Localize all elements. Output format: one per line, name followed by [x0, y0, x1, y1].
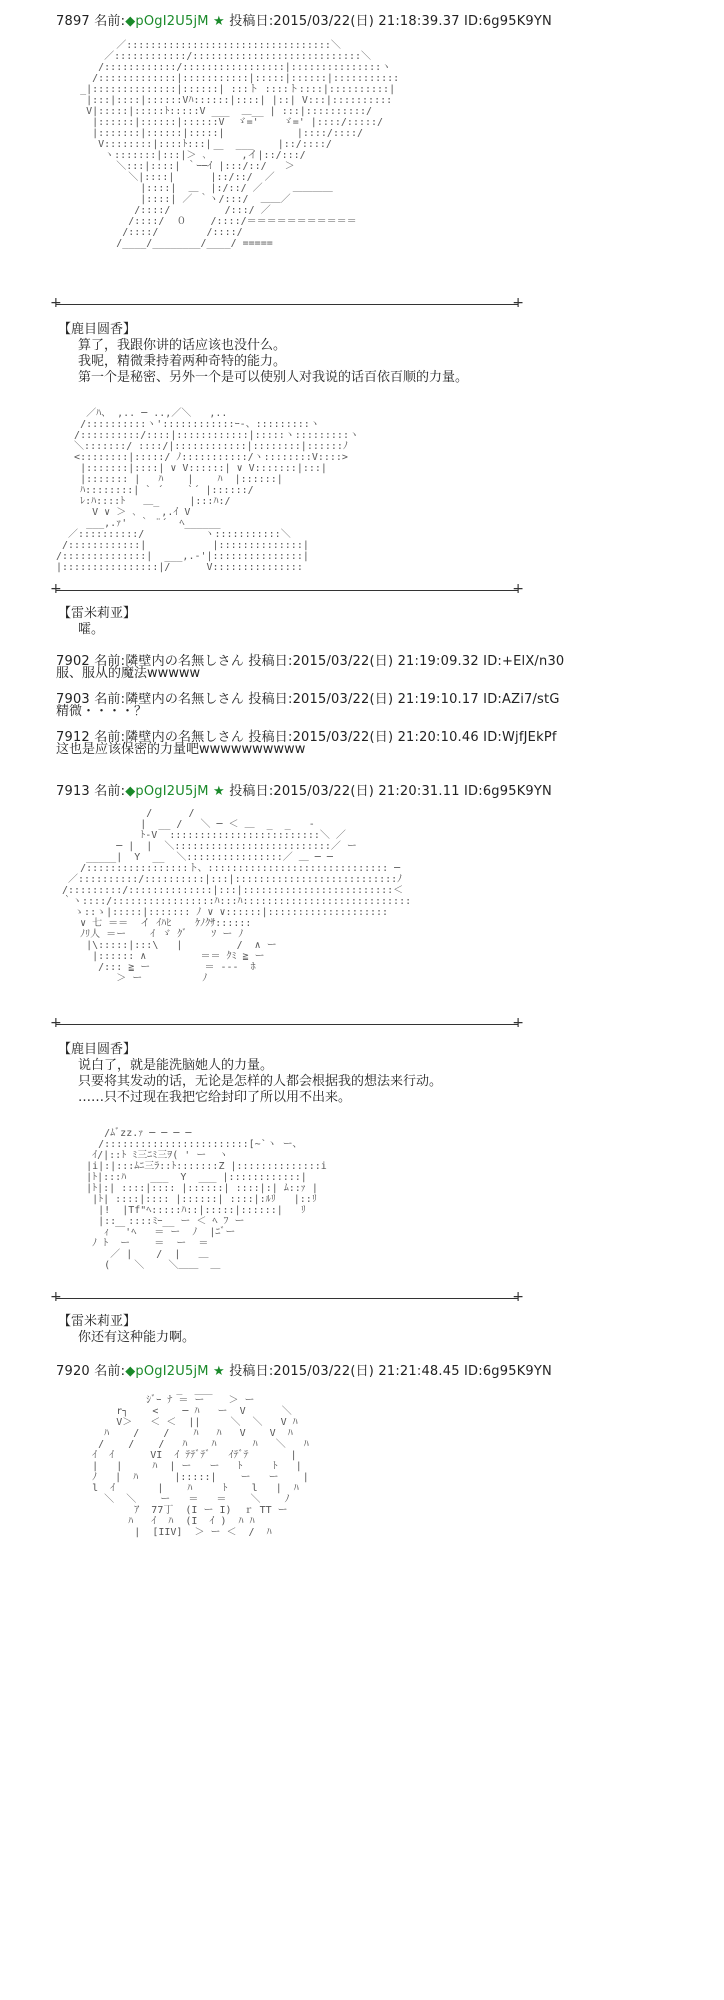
post-number: 7913 — [56, 784, 90, 799]
post-number: 7902 — [56, 654, 90, 669]
star-icon: ★ — [213, 14, 225, 29]
post-body: 这也是应该保密的力量吧wwwwwwwwww — [56, 742, 306, 757]
ascii-art-remilia-1: ／ﾊ、 ,.. ─ ..,／＼ ,.. /::::::::::ヽ'::::::::::::ｰ-、:::::::::ヽ /::::::::::/::::|::::::::::::|:::::ヽ:::::::::ヽ ＼:::::::/ ::::/|::::::::::::|::::::::|::::::ﾉ <::::::::|:::::/ ﾉ:::::::::::/ヽ::::::::V::::> |:::::::|::::| ∨ V::::::| ∨ V:::::::|:::| |::::::: | ﾊ | ﾊ |::::::| ﾊ::::::::| ` ´ `´ |::::::/ ﾚ:ﾊ::::ﾄ ＿_ |:::ﾊ:/ V ∨ ＞ ､ ,.ｲ V ___,.ｧ' ｀ ¨´ ﾍ______ ／::::::::::/ ヽ:::::::::::＼ /::::::::::::| |::::::::::::::| /::::::::::::::| ___,.-'|:::::::::::::::| |::::::::::::::::|/ V::::::::::::::: — [56, 408, 359, 573]
poster-id[interactable]: ID:6g95K9YN — [464, 784, 552, 799]
section-divider — [56, 1024, 518, 1025]
post-number: 7903 — [56, 692, 90, 707]
poster-id[interactable]: ID:6g95K9YN — [464, 14, 552, 29]
name-label: 名前: — [94, 692, 126, 707]
date-label: 投稿日: — [248, 654, 293, 669]
poster-id[interactable]: ID:WjfJEkPf — [483, 730, 557, 745]
poster-name: 隣壁内の名無しさん — [125, 654, 245, 669]
section-divider — [56, 1298, 518, 1299]
post-date: 2015/03/22(日) 21:19:10.17 — [292, 692, 479, 707]
dialogue-line: 嚯。 — [78, 622, 105, 637]
poster-id[interactable]: ID:AZi7/stG — [483, 692, 560, 707]
section-divider — [56, 304, 518, 305]
post-header-7913 — [56, 780, 552, 799]
dialogue-line: 我呢，精微秉持着两种奇特的能力。 — [78, 354, 287, 369]
poster-trip[interactable]: ◆pOgI2U5jM — [125, 1364, 209, 1379]
poster-id[interactable]: ID:+ElX/n30 — [483, 654, 565, 669]
post-number: 7920 — [56, 1364, 90, 1379]
name-label: 名前: — [94, 1364, 126, 1379]
speaker-name: 【雷米莉亚】 — [58, 606, 137, 621]
star-icon: ★ — [213, 784, 225, 799]
ascii-art-madoka-2: / / | __ / ＼ ─ ＜ ＿ _ _ - ﾄ-V :::::::::::::::::::::::::＼ ／ ─ | | ＼::::::::::::::::::::::::::／ ー _____| Y __ ＼::::::::::::::::／ ＿ ─ ─ /:::::::::::::::::ト、:::::::::::::::::::::::::::::: ─ ／::::::::::/::::::::::|:::|:::::::::::::::::::::::::::ﾉ /:::::::::/::::::::::::::|:::|:::::::::::::::::::::::::＜ ｀ヽ::::/:::::::::::::::::ﾊ:::ﾊ:::::::::::::::::::::::::::: ゝ::ゝ|:::::|::::::: ﾉ ∨ ∨::::::|:::::::::::::::::::: ∨ 七 ＝＝ イ ｲﾊﾋ ｹﾉｸｻ:::::: ﾉﾘ人 ＝ー ｲ ゞ ｸﾞ ｿ ー ﾉ |\:::::|:::\ | / ∧ ー |:::::: ∧ ＝＝ ｸﾐ ≧ ー /::: ≧ ー ＝ ‐‐‐ ﾎ ＞ ー ﾉ — [62, 808, 412, 984]
dialogue-line: 说白了，就是能洗脑她人的力量。 — [78, 1058, 274, 1073]
post-date: 2015/03/22(日) 21:19:09.32 — [292, 654, 479, 669]
ascii-art-madoka-1: ／::::::::::::::::::::::::::::::::::＼ ／::::::::::::/::::::::::::::::::::::::::::＼ /::::::::::::/:::::::::::::::::|:::::::::::::::ヽ /:::::::::::::|:::::::::::|:::::|::::::|::::::::::: _|::::::::::::::|::::::| :::ト ::::ト::::|::::::::::| |:::|::::|::::::Vﾊ::::::|::::| |::| V:::|:::::::::: V|:::::|:::::ﾄ:::::V ___ ＿__ | :::|::::::::::/ |::::::|::::::|::::::V ゞ=' ゞ=' |::::/:::::/ |:::::::|::::::|:::::| |::::/::::/ V::::::::|::::ﾄ:::| ___ |::/::::/ ヽ:::::::|:::|＞ ､ ￣ ,イ|::/:::/ ＼:::|::::| ｀ｰ─ｲ |:::/::/ ＞ ＼|::::| |::/::/ ／ |::::| ＿ |:/::/ ／ ＿＿＿＿ |::::| ／ ｀ヽ/:::/ ＿＿／ /::::/ /:::/ ／ /::::/ ０ /::::/＝＝＝＝＝＝＝＝＝＝＝ /::::/ /::::/ /____/________/____/ ===== — [80, 40, 400, 249]
post-body: 服、服从的魔法wwwww — [56, 666, 201, 681]
dialogue-line: 你还有这种能力啊。 — [78, 1330, 196, 1345]
star-icon: ★ — [213, 1364, 225, 1379]
date-label: 投稿日: — [248, 730, 293, 745]
name-label: 名前: — [94, 14, 126, 29]
poster-trip[interactable]: ◆pOgI2U5jM — [125, 14, 209, 29]
post-date: 2015/03/22(日) 21:18:39.37 — [273, 14, 460, 29]
date-label: 投稿日: — [229, 784, 274, 799]
post-body: 精微・・・・？ — [56, 704, 148, 719]
ascii-art-remilia-2: /ﾑﾞzz.ｧ ─ ─ ─ ─ /::::::::::::::::::::::::[~`ヽ ー、 ｲ/|::ﾄ ﾐ三ﾆﾐ三ｦ( ' ー ヽ |i|:|:::ﾑﾆ三ﾗ::ﾄ:::::::Z |::::::::::::::i |ﾄ|:::ﾊ ___ Y ___ |::::::::::::| |ﾄ|:| ::::|:::: |::::::| ::::|:| ﾑ::ｧ | |ﾄ| ::::|:::: |::::::| ::::|:ﾙﾘ |::ﾘ |! |Tf"ﾍ:::::ﾊ::|:::::|::::::| ﾘ |:: ::::ﾐｰ__ ー ＜ ﾍ ﾌ ー ｨ ￣'ﾍ ＝ ー ﾉ |ﾆﾞー ﾉ ﾄ ー ＝ ー ＝ ／ | / | ＿ ( ＼ ＼＿＿ ＿ — [86, 1128, 327, 1271]
name-label: 名前: — [94, 730, 126, 745]
ascii-art-madoka-3: _ ___ ｼﾞｰ ﾅ ＝ ー ＞ ー r┐ < ─ ﾊ ー V ＼ V＞ ＜ ＜ || ＼ ＼ V ﾊ ﾊ / / ﾊ ﾊ V V ﾊ / / / ﾊ ﾊ ﾊ ＼ ﾊ ｲ ｲ VI ｲ ﾃﾃﾞﾃﾞ ｲﾃﾞﾃ | | | ﾊ | ー ー ﾄ ﾄ | ﾉ | ﾊ |:::::| ー ー | l ｲ | ﾊ ﾄ l | ﾊ ＼ ＼ ー ＝ ＝ ＼ ﾉ ｱ 77丁 (I ー I) ｒ TT ー ﾊ ｲ ﾊ (I ｲ ) ﾊ ﾊ | [IIV] ＞ ー ＜ / ﾊ — [92, 1384, 309, 1538]
post-header-7897 — [56, 10, 552, 29]
post-number: 7912 — [56, 730, 90, 745]
post-number: 7897 — [56, 14, 90, 29]
post-date: 2015/03/22(日) 21:21:48.45 — [273, 1364, 460, 1379]
poster-name: 隣壁内の名無しさん — [125, 730, 245, 745]
date-label: 投稿日: — [229, 14, 274, 29]
speaker-name: 【雷米莉亚】 — [58, 1314, 137, 1329]
post-header-7920 — [56, 1360, 552, 1379]
name-label: 名前: — [94, 654, 126, 669]
section-divider — [56, 590, 518, 591]
name-label: 名前: — [94, 784, 126, 799]
date-label: 投稿日: — [248, 692, 293, 707]
speaker-name: 【鹿目圆香】 — [58, 322, 137, 337]
date-label: 投稿日: — [229, 1364, 274, 1379]
speaker-name: 【鹿目圆香】 — [58, 1042, 137, 1057]
dialogue-line: 只要将其发动的话，无论是怎样的人都会根据我的想法来行动。 — [78, 1074, 443, 1089]
post-date: 2015/03/22(日) 21:20:31.11 — [273, 784, 460, 799]
poster-id[interactable]: ID:6g95K9YN — [464, 1364, 552, 1379]
dialogue-line: 算了，我跟你讲的话应该也没什么。 — [78, 338, 287, 353]
poster-trip[interactable]: ◆pOgI2U5jM — [125, 784, 209, 799]
dialogue-line: ……只不过现在我把它给封印了所以用不出来。 — [78, 1090, 352, 1105]
poster-name: 隣壁内の名無しさん — [125, 692, 245, 707]
dialogue-line: 第一个是秘密、另外一个是可以使别人对我说的话百依百顺的力量。 — [78, 370, 469, 385]
post-date: 2015/03/22(日) 21:20:10.46 — [292, 730, 479, 745]
